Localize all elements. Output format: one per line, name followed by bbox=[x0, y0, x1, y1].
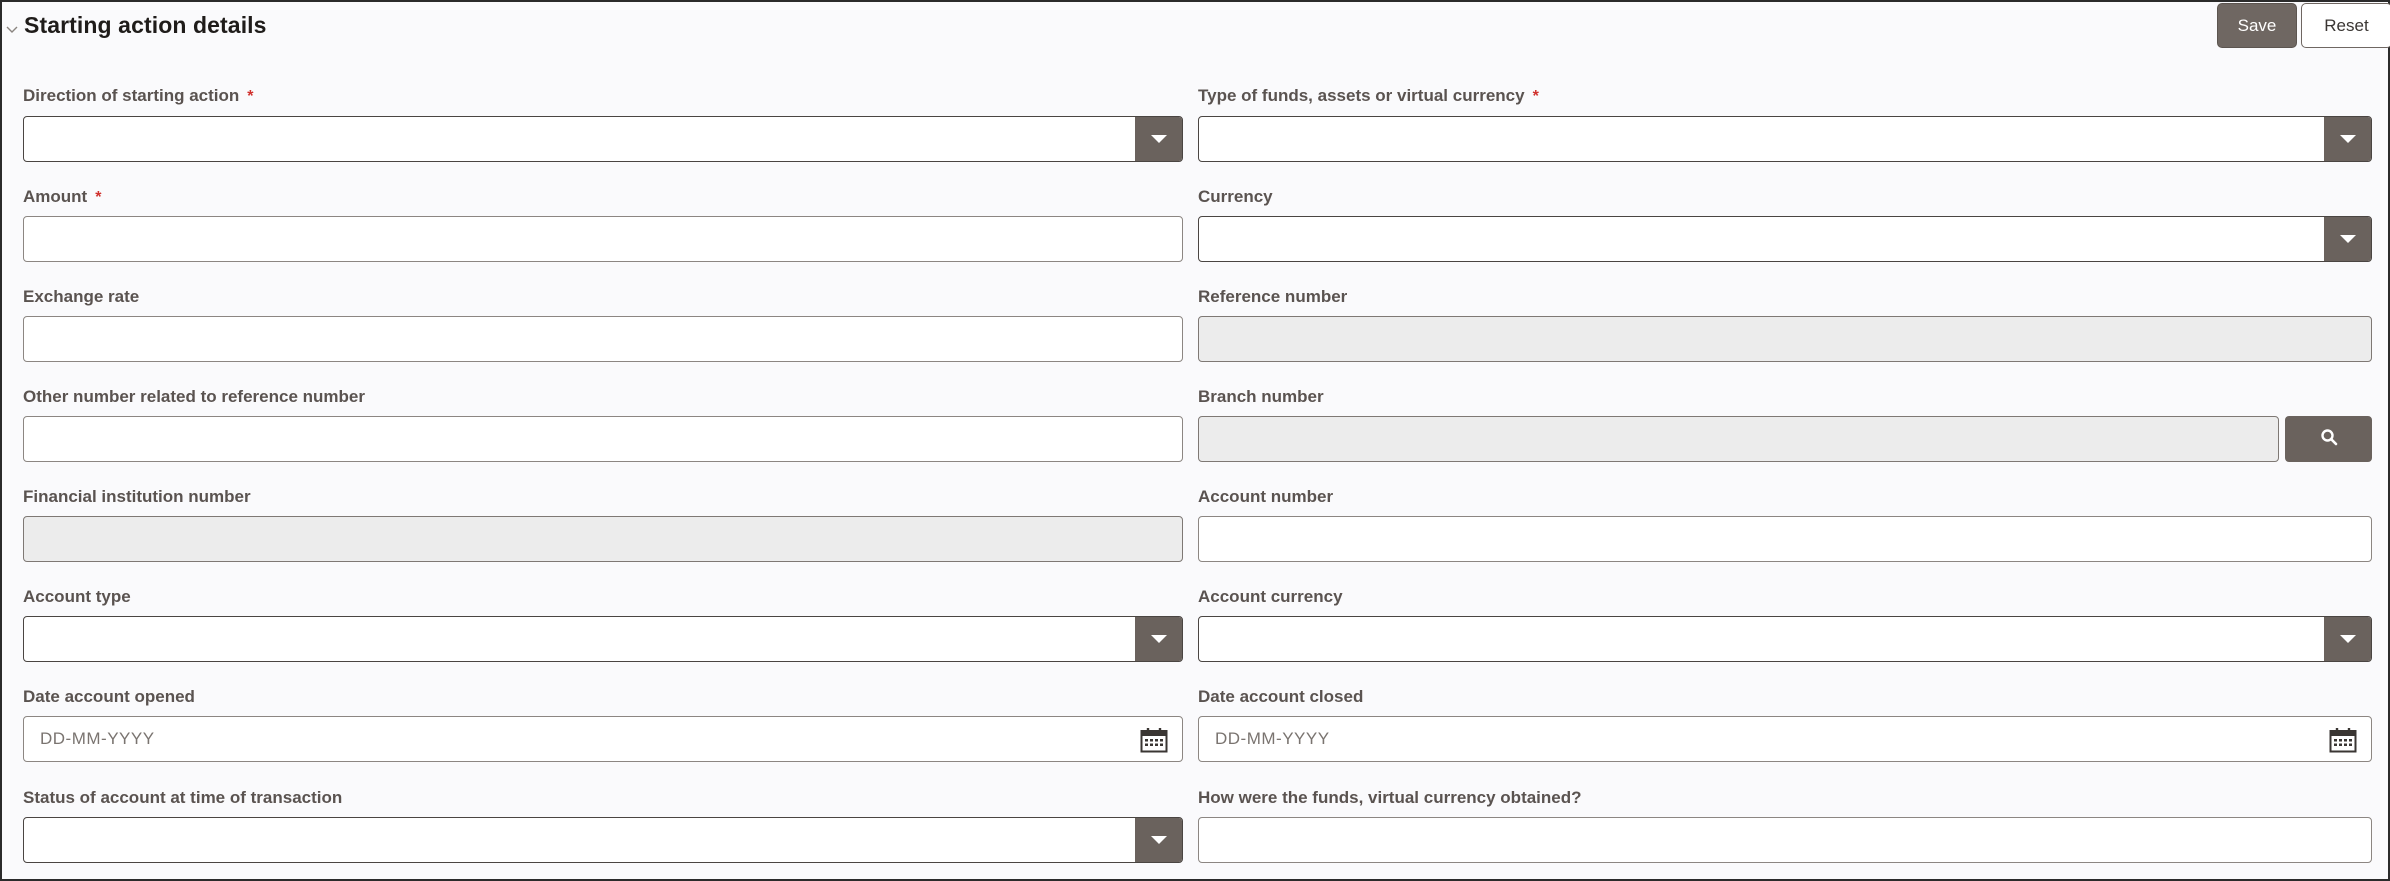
direction-select[interactable] bbox=[23, 116, 1183, 162]
account-currency-field bbox=[1198, 587, 2372, 663]
date-opened-label: Date account opened bbox=[23, 687, 195, 706]
account-type-select[interactable] bbox=[23, 616, 1183, 662]
amount-input[interactable] bbox=[23, 216, 1183, 262]
date-opened-placeholder: DD-MM-YYYY bbox=[40, 729, 155, 748]
caret-down-icon[interactable] bbox=[1135, 818, 1182, 862]
fi-number-input bbox=[23, 516, 1183, 562]
date-opened-input[interactable] bbox=[23, 716, 1183, 762]
account-type-field bbox=[23, 587, 1183, 663]
account-number-field bbox=[1198, 487, 2372, 563]
account-currency-label: Account currency bbox=[1198, 587, 1343, 606]
account-currency-select[interactable] bbox=[1198, 616, 2372, 662]
account-status-select[interactable] bbox=[23, 817, 1183, 863]
caret-down-icon[interactable] bbox=[2324, 617, 2371, 661]
fi-number-field bbox=[23, 487, 1183, 563]
account-number-input[interactable] bbox=[1198, 516, 2372, 562]
chevron-down-icon[interactable] bbox=[6, 24, 20, 38]
caret-down-icon[interactable] bbox=[2324, 117, 2371, 161]
exchange-rate-input[interactable] bbox=[23, 316, 1183, 362]
exchange-rate-label: Exchange rate bbox=[23, 287, 140, 306]
fund-type-field bbox=[1198, 86, 2372, 162]
account-status-label: Status of account at time of transaction bbox=[23, 788, 343, 807]
date-closed-input[interactable] bbox=[1198, 716, 2372, 762]
calendar-icon[interactable] bbox=[1140, 727, 1168, 753]
date-closed-field bbox=[1198, 687, 2372, 763]
date-opened-field bbox=[23, 687, 1183, 763]
caret-down-icon[interactable] bbox=[1135, 117, 1182, 161]
reference-number-label: Reference number bbox=[1198, 287, 1348, 306]
other-number-field bbox=[23, 387, 1183, 463]
fund-type-label: Type of funds, assets or virtual currency bbox=[1198, 86, 1525, 105]
reference-number-input bbox=[1198, 316, 2372, 362]
calendar-icon[interactable] bbox=[2329, 727, 2357, 753]
reference-number-field bbox=[1198, 287, 2372, 363]
currency-field bbox=[1198, 187, 2372, 263]
currency-label: Currency bbox=[1198, 187, 1273, 206]
reset-button[interactable]: Reset bbox=[2301, 3, 2390, 48]
direction-label: Direction of starting action bbox=[23, 86, 240, 105]
branch-number-field bbox=[1198, 387, 2372, 463]
amount-field bbox=[23, 187, 1183, 263]
exchange-rate-field bbox=[23, 287, 1183, 363]
section-header bbox=[2, 2, 2388, 52]
fund-type-select[interactable] bbox=[1198, 116, 2372, 162]
required-marker: * bbox=[247, 88, 254, 105]
required-marker: * bbox=[1532, 88, 1539, 105]
fi-number-label: Financial institution number bbox=[23, 487, 251, 506]
branch-number-input bbox=[1198, 416, 2279, 462]
account-type-label: Account type bbox=[23, 587, 131, 606]
caret-down-icon[interactable] bbox=[2324, 217, 2371, 261]
date-closed-placeholder: DD-MM-YYYY bbox=[1215, 729, 1330, 748]
account-status-field bbox=[23, 788, 1183, 864]
currency-select[interactable] bbox=[1198, 216, 2372, 262]
funds-obtained-input[interactable] bbox=[1198, 817, 2372, 863]
account-number-label: Account number bbox=[1198, 487, 1334, 506]
date-closed-label: Date account closed bbox=[1198, 687, 1364, 706]
funds-obtained-label: How were the funds, virtual currency obtained? bbox=[1198, 788, 1582, 807]
branch-number-label: Branch number bbox=[1198, 387, 1324, 406]
other-number-label: Other number related to reference number bbox=[23, 387, 365, 406]
direction-field bbox=[23, 86, 1183, 162]
required-marker: * bbox=[95, 189, 102, 206]
funds-obtained-field bbox=[1198, 788, 2372, 864]
search-icon bbox=[2320, 428, 2338, 451]
save-button[interactable]: Save bbox=[2217, 3, 2297, 48]
other-number-input[interactable] bbox=[23, 416, 1183, 462]
amount-label: Amount bbox=[23, 187, 88, 206]
caret-down-icon[interactable] bbox=[1135, 617, 1182, 661]
section-title: Starting action details bbox=[24, 12, 267, 38]
branch-search-button[interactable] bbox=[2285, 416, 2372, 462]
